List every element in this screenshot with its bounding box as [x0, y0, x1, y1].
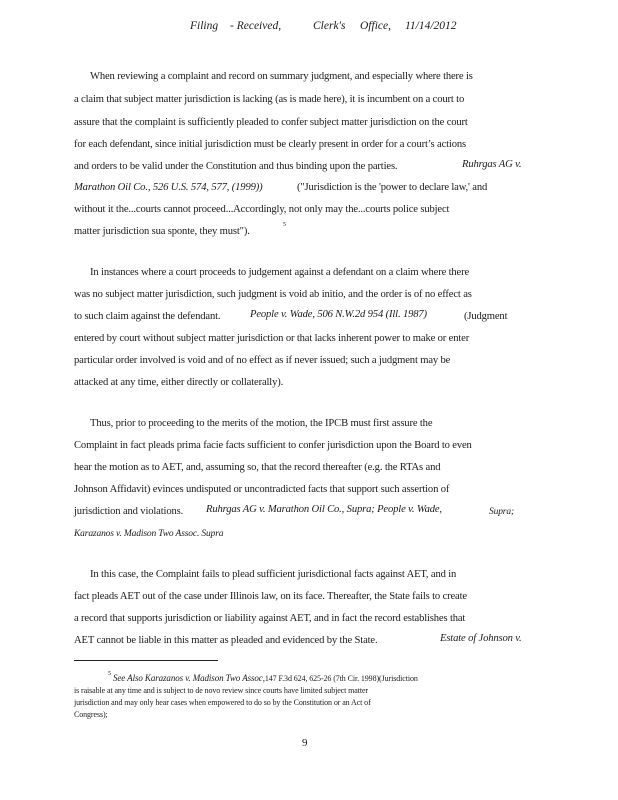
header-date: 11/14/2012 [405, 20, 457, 32]
p4-citation-estate: Estate of Johnson v. [440, 633, 522, 644]
p1-citation-marathon: Marathon Oil Co., 526 U.S. 574, 577, (1999)) [74, 182, 263, 193]
p2-line-3: to such claim against the defendant. [74, 311, 221, 322]
p4-line-3: a record that supports jurisdiction or liability against AET, and in fact the record establishes that [74, 613, 466, 624]
header-received: - Received, [230, 20, 282, 32]
header-filing: Filing [190, 20, 219, 32]
p3-supra: Supra; [489, 507, 514, 517]
p1-line-4: for each defendant, since initial jurisdiction must be clearly present in order for a court’s actions [74, 139, 466, 150]
footnote-separator [74, 660, 218, 661]
p3-citation-karazanos: Karazanos v. Madison Two Assoc. Supra [74, 529, 224, 539]
p2-line-6: attacked at any time, either directly or collaterally). [74, 377, 284, 388]
p2-line-3-end: (Judgment [464, 311, 508, 322]
p4-line-1: In this case, the Complaint fails to plead sufficient jurisdictional facts against AET, and in [90, 569, 457, 580]
p4-line-2: fact pleads AET out of the case under Illinois law, on its face. Thereafter, the State fails to create [74, 591, 467, 602]
footnote-line-1-text: 147 F.3d 624, 625-26 (7th Cir. 1998)(Jurisdiction [264, 674, 418, 683]
p3-line-1: Thus, prior to proceeding to the merits of the motion, the IPCB must first assure the [90, 418, 433, 429]
page-number: 9 [302, 737, 308, 749]
p2-citation-wade: People v. Wade, 506 N.W.2d 954 (Ill. 1987) [250, 309, 427, 320]
p2-line-1: In instances where a court proceeds to judgement against a defendant on a claim where there [90, 267, 470, 278]
p1-line-7: without it the...courts cannot proceed...Accordingly, not only may the...courts police subject [74, 204, 450, 215]
header-office: Office, [360, 20, 391, 32]
p3-line-5: jurisdiction and violations. [74, 506, 184, 517]
footnote-line-4: Congress); [74, 710, 108, 719]
header-clerks: Clerk's [313, 20, 346, 32]
p1-line-8: matter jurisdiction sua sponte, they must"). [74, 226, 250, 237]
p1-line-2: a claim that subject matter jurisdiction is lacking (as is made here), it is incumbent on a court to [74, 94, 465, 105]
p2-line-2: was no subject matter jurisdiction, such judgment is void ab initio, and the order is of no effect as [74, 289, 472, 300]
p1-citation-ruhrgas: Ruhrgas AG v. [462, 159, 522, 170]
p1-line-6: ("Jurisdiction is the 'power to declare law,' and [297, 182, 488, 193]
footnote-line-2: is raisable at any time and is subject to de novo review since courts have limited subject matter [74, 686, 368, 695]
p3-citation-ruhrgas-wade: Ruhrgas AG v. Marathon Oil Co., Supra; People v. Wade, [206, 504, 442, 515]
p4-line-4: AET cannot be liable in this matter as pleaded and evidenced by the State. [74, 635, 378, 646]
p3-line-4: Johnson Affidavit) evinces undisputed or uncontradicted facts that support such assertion of [74, 484, 450, 495]
p2-line-4: entered by court without subject matter jurisdiction or that lacks inherent power to make or enter [74, 333, 470, 344]
p1-line-1: When reviewing a complaint and record on summary judgment, and especially where there is [90, 71, 473, 82]
p3-line-3: hear the motion as to AET, and, assuming so, that the record thereafter (e.g. the RTAs and [74, 462, 441, 473]
p1-line-5: and orders to be valid under the Constitution and thus binding upon the parties. [74, 161, 398, 172]
p1-line-3: assure that the complaint is sufficiently pleaded to confer subject matter jurisdiction on the court [74, 117, 468, 128]
footnote-marker: 5 [283, 222, 286, 228]
footnote-line-3: jurisdiction and may only hear cases when empowered to do so by the Constitution or an Act of [74, 698, 371, 707]
footnote-citation: See Also Karazanos v. Madison Two Assoc, [113, 673, 265, 683]
p2-line-5: particular order involved is void and of no effect as if never issued; such a judgment may be [74, 355, 451, 366]
footnote-number: 5 [108, 671, 111, 677]
footnote-line-1 [113, 673, 418, 684]
p3-line-2: Complaint in fact pleads prima facie facts sufficient to confer jurisdiction upon the Board to even [74, 440, 472, 451]
